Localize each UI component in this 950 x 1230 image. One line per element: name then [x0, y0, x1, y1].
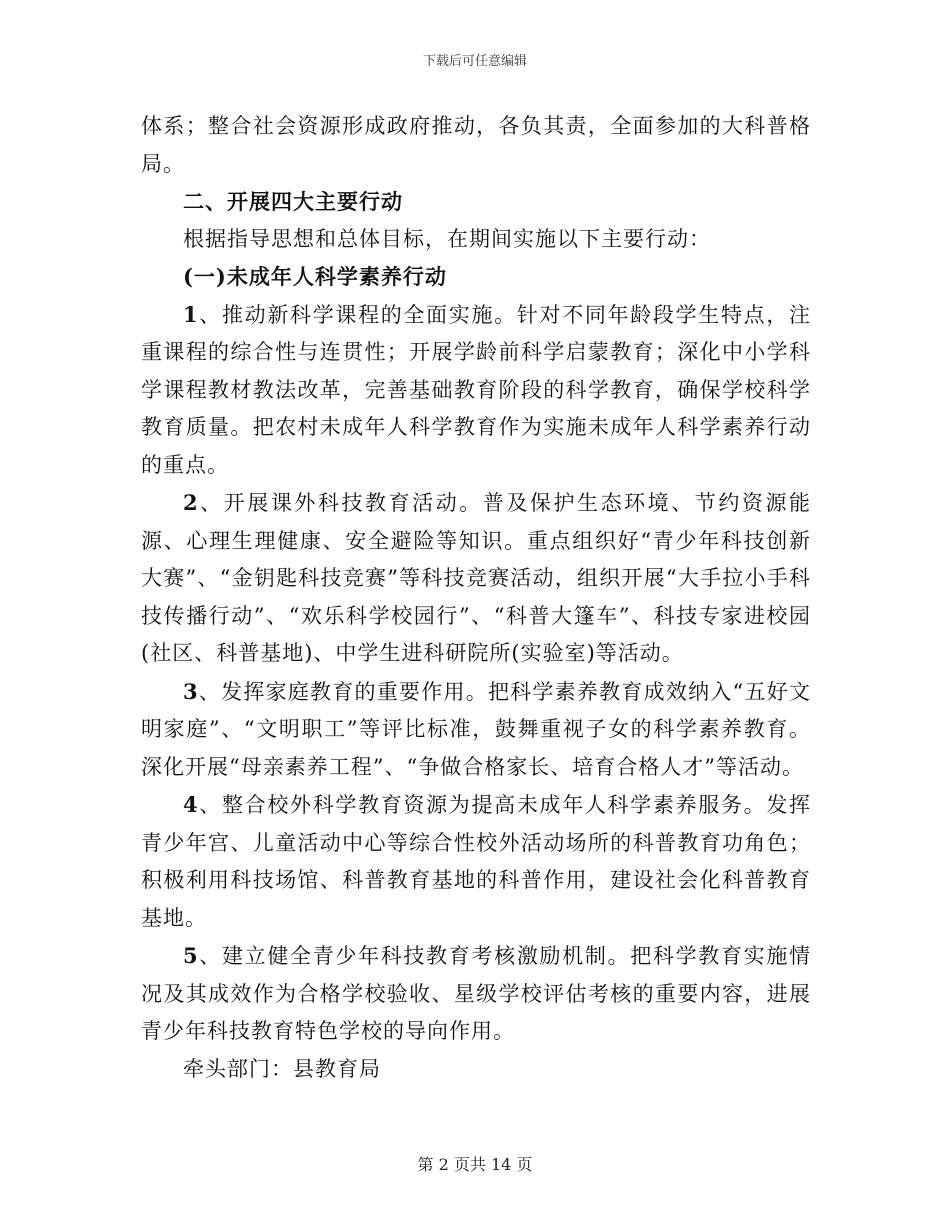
sub-heading: (一)未成年人科学素养行动 [183, 264, 447, 289]
list-item [141, 484, 811, 673]
list-item [141, 786, 811, 937]
list-item [141, 673, 811, 787]
item-text: 、整合校外科学教育资源为提高未成年人科学素养服务。发挥青少年宫、儿童活动中心等综合性校外活动场所的科普教育功角色；积极利用科技场馆、科普教育基地的科普作用，建设社会化科普教育基地。 [141, 793, 811, 930]
intro-paragraph: 根据指导思想和总体目标，在期间实施以下主要行动： [183, 226, 711, 251]
item-number: 4 [183, 792, 199, 817]
page-header: 下载后可任意编辑 [422, 54, 527, 69]
section-heading: 二、开展四大主要行动 [183, 189, 403, 214]
list-item [141, 937, 811, 1051]
list-item [141, 296, 811, 485]
item-text: 、建立健全青少年科技教育考核激励机制。把科学教育实施情况及其成效作为合格学校验收、星级学校评估考核的重要内容，进展青少年科技教育特色学校的导向作用。 [141, 944, 811, 1043]
paragraph-continued: 体系；整合社会资源形成政府推动，各负其责，全面参加的大科普格局。 [141, 114, 811, 176]
item-text: 、推动新科学课程的全面实施。针对不同年龄段学生特点，注重课程的综合性与连贯性；开展学龄前科学启蒙教育；深化中小学科学课程教材教法改革，完善基础教育阶段的科学教育，确保学校科学教育质量。把农村未成年人科学教育作为实施未成年人科学素养行动的重点。 [141, 302, 811, 477]
item-number: 3 [183, 678, 199, 704]
item-number: 2 [183, 490, 199, 515]
item-number: 1 [183, 301, 199, 327]
document-body [141, 108, 811, 1088]
item-number: 5 [183, 943, 199, 968]
page-footer: 第 2 页共 14 页 [417, 1155, 533, 1174]
item-text: 、开展课外科技教育活动。普及保护生态环境、节约资源能源、心理生理健康、安全避险等知识。重点组织好“青少年科技创新大赛”、“金钥匙科技竞赛”等科技竞赛活动，组织开展“大手拉小手科技传播行动”、“欢乐科学校园行”、“科普大篷车”、科技专家进校园(社区、科普基地)、中学生进科研院所(实验室)等活动。 [141, 491, 811, 665]
lead-department: 牵头部门：县教育局 [183, 1056, 381, 1081]
item-text: 、发挥家庭教育的重要作用。把科学素养教育成效纳入“五好文明家庭”、“文明职工”等评比标准，鼓舞重视子女的科学素养教育。深化开展“母亲素养工程”、“争做合格家长、培育合格人才”等活动。 [141, 679, 811, 779]
